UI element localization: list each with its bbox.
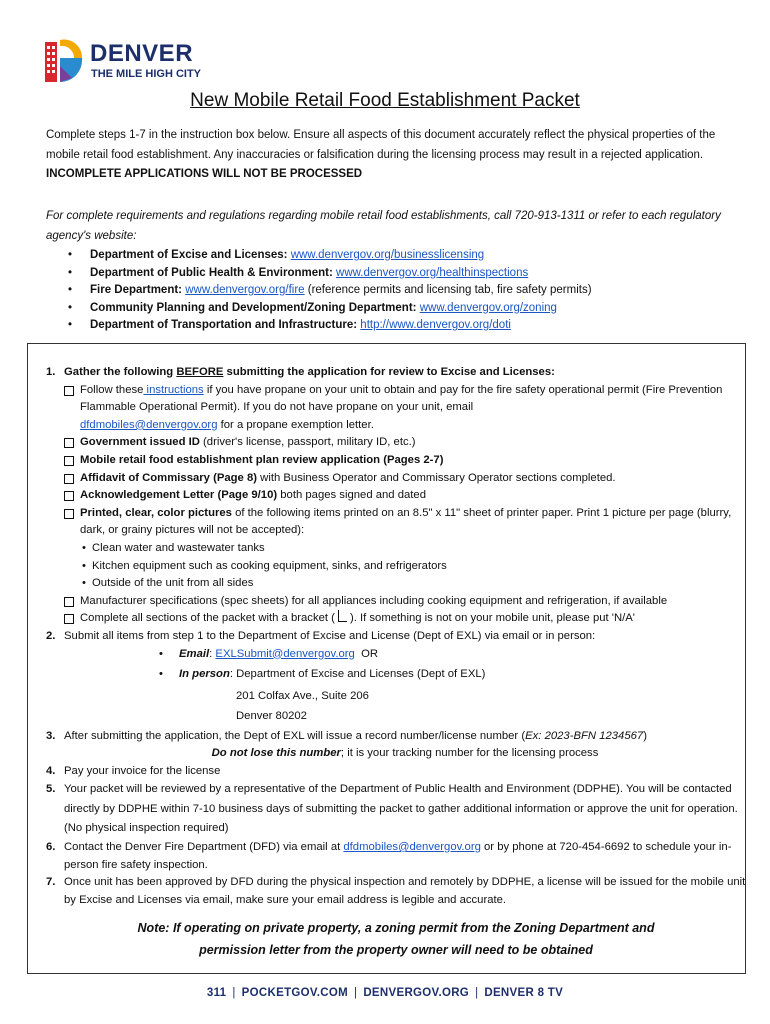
or-text: OR — [361, 647, 379, 660]
logo-tagline: THE MILE HIGH CITY — [91, 68, 201, 80]
intro-text: Complete steps 1-7 in the instruction box below. Ensure all aspects of this document accurately reflect the physical properties of the mobile retail food establishment. Any inaccuracies or falsification during the licensing process may result in a rejected application. — [46, 129, 716, 161]
warning-text: ; it is your tracking number for the licensing process — [340, 747, 599, 760]
step-7 — [46, 874, 746, 909]
checklist-text: both pages signed and dated — [277, 489, 426, 502]
checklist-text: Manufacturer specifications (spec sheets) for all appliances including cooking equipment and refrigeration, if available — [80, 594, 668, 607]
checklist-text: if you have propane on your unit to obtain and pay for the fire safety operational permit (Fire Prevention Flammable Operational Permit). If you do not have propane on your unit, email — [80, 383, 723, 414]
note-line-1: Note: If operating on private property, a zoning permit from the Zoning Department and — [137, 921, 655, 936]
person-text: : Department of Excise and Licenses (Dept of EXL) — [229, 668, 486, 681]
step-number: 7. — [46, 876, 56, 889]
bracket-icon — [338, 610, 347, 622]
agency-link-item: • Department of Transportation and Infrastructure: http://www.denvergov.org/doti — [68, 319, 511, 331]
denver-logo — [44, 38, 214, 84]
agency-label: Department of Excise and Licenses: — [90, 249, 288, 261]
checklist-item — [64, 593, 746, 611]
example-number: Ex: 2023-BFN 1234567 — [525, 729, 644, 742]
instruction-box — [27, 343, 746, 974]
checkbox-icon — [64, 491, 74, 501]
picture-item-text: Kitchen equipment such as cooking equipment, sinks, and refrigerators — [92, 559, 447, 572]
step-2 — [46, 628, 746, 726]
checklist-text: of the following items printed on an 8.5" x 11" sheet of printer paper. Print 1 picture per page (blurry, dark, or grainy pictures will not be accepted): — [80, 506, 732, 537]
step-number: 6. — [46, 840, 56, 853]
step-3-close: ) — [643, 729, 647, 742]
checklist-item — [64, 452, 746, 470]
checklist-item — [64, 487, 746, 505]
agency-link-item: • Department of Excise and Licenses: www.denvergov.org/businesslicensing — [68, 249, 485, 261]
exl-email-link[interactable]: EXLSubmit@denvergov.org — [215, 647, 355, 660]
agency-link-list — [68, 247, 592, 335]
submit-email-row: • Email: EXLSubmit@denvergov.org OR — [159, 647, 379, 660]
intro-paragraph — [46, 126, 736, 185]
checkbox-icon — [64, 597, 74, 607]
instructions-link[interactable]: instructions — [143, 383, 204, 396]
step-1-heading: Gather the following — [64, 366, 177, 378]
footer-311: 311 — [206, 987, 227, 999]
agency-extra: (reference permits and licensing tab, fire safety permits) — [304, 284, 592, 296]
checkbox-icon — [64, 509, 74, 519]
step-number: 5. — [46, 783, 56, 796]
picture-item-text: Outside of the unit from all sides — [92, 577, 254, 590]
step-2-text: Submit all items from step 1 to the Department of Excise and License (Dept of EXL) via email or in person: — [64, 629, 596, 642]
intro-bold-warning: INCOMPLETE APPLICATIONS WILL NOT BE PROCESSED — [46, 168, 363, 180]
checklist-text: ). If something is not on your mobile unit, please put 'N/A' — [349, 612, 635, 625]
step-3 — [46, 728, 746, 763]
step-1-emphasis: BEFORE — [176, 366, 224, 378]
agency-link-item: • Fire Department: www.denvergov.org/fire (reference permits and licensing tab, fire safety permits) — [68, 284, 592, 296]
step-4 — [46, 763, 746, 781]
note-line-2: permission letter from the property owner will need to be obtained — [199, 943, 593, 958]
footer-denver8tv: DENVER 8 TV — [484, 987, 564, 999]
step-5-text: Your packet will be reviewed by a representative of the Department of Public Health and Environment (DDPHE). You will be contacted directly by DDPHE within 7-10 business days of submitting the packet to gather additional information or approve the unit for operation. (No physical inspection required) — [64, 783, 738, 835]
checklist-item — [64, 470, 746, 488]
checkbox-icon — [64, 438, 74, 448]
dfd-email-link-2[interactable]: dfdmobiles@denvergov.org — [343, 840, 481, 853]
step-6-text: Contact the Denver Fire Department (DFD) via email at — [64, 840, 344, 853]
step-3-text: After submitting the application, the Dept of EXL will issue a record number/license number ( — [64, 729, 526, 742]
step-6 — [46, 839, 746, 874]
person-label: In person — [179, 668, 230, 681]
agency-link[interactable]: www.denvergov.org/fire — [185, 284, 305, 296]
checklist-bold: Government issued ID — [80, 436, 200, 449]
checkbox-icon — [64, 614, 74, 624]
agency-label: Department of Transportation and Infrastructure: — [90, 319, 358, 331]
checklist-text: with Business Operator and Commissary Operator sections completed. — [257, 471, 616, 484]
footer-pocketgov: POCKETGOV.COM — [241, 987, 349, 999]
picture-item-text: Clean water and wastewater tanks — [92, 541, 265, 554]
picture-item: • Clean water and wastewater tanks — [82, 541, 265, 554]
checklist-bold: Mobile retail food establishment plan review application (Pages 2-7) — [80, 453, 444, 466]
picture-item: • Kitchen equipment such as cooking equipment, sinks, and refrigerators — [82, 559, 447, 572]
checkbox-icon — [64, 474, 74, 484]
address-line: Denver 80202 — [236, 709, 307, 722]
dfd-email-link[interactable]: dfdmobiles@denvergov.org — [80, 418, 218, 431]
step-7-text: Once unit has been approved by DFD during the physical inspection and remotely by DDPHE, a license will be issued for the mobile unit by Excise and Licenses via email, make sure your email address is legible and accurate. — [64, 876, 746, 906]
logo-name: DENVER — [90, 40, 194, 67]
denver-logo-icon — [44, 38, 84, 84]
agency-label: Fire Department: — [90, 284, 183, 296]
agency-link-item: • Community Planning and Development/Zoning Department: www.denvergov.org/zoning — [68, 301, 557, 314]
agency-link[interactable]: http://www.denvergov.org/doti — [360, 319, 511, 331]
checklist-text: (driver's license, passport, military ID, etc.) — [199, 436, 416, 449]
tracking-warning — [64, 745, 746, 763]
step-number: 2. — [46, 629, 56, 642]
step-6-text-end: or by phone at 720-454-6692 to schedule your in-person fire safety inspection. — [64, 840, 732, 871]
agency-link[interactable]: www.denvergov.org/zoning — [419, 301, 557, 314]
zoning-note — [46, 917, 746, 961]
submit-person-row: • In person: Department of Excise and Licenses (Dept of EXL) — [159, 668, 486, 681]
agency-label: Department of Public Health & Environment: — [90, 266, 333, 279]
step-5 — [46, 780, 746, 839]
checklist-bold: Acknowledgement Letter (Page 9/10) — [80, 489, 278, 502]
checklist-text: Complete all sections of the packet with a bracket ( — [80, 612, 335, 625]
email-label: Email — [179, 647, 210, 660]
agency-link-item: • Department of Public Health & Environment: www.denvergov.org/healthinspections — [68, 266, 529, 279]
checklist-bold: Printed, clear, color pictures — [80, 506, 232, 519]
agency-link[interactable]: www.denvergov.org/healthinspections — [336, 266, 529, 279]
checklist-item — [64, 505, 746, 593]
checkbox-icon — [64, 456, 74, 466]
step-number: 3. — [46, 729, 56, 742]
step-1 — [46, 364, 746, 628]
step-1-heading-end: submitting the application for review to Excise and Licenses: — [223, 366, 555, 378]
checklist-item — [64, 382, 746, 435]
checklist-item — [64, 434, 746, 452]
agency-link[interactable]: www.denvergov.org/businesslicensing — [290, 249, 485, 261]
page-footer: 311 | POCKETGOV.COM | DENVERGOV.ORG | DENVER 8 TV — [206, 987, 564, 999]
warning-bold: Do not lose this number — [211, 747, 341, 760]
step-number: 1. — [46, 366, 56, 378]
step-number: 4. — [46, 764, 56, 777]
checklist-text: for a propane exemption letter. — [217, 418, 374, 431]
footer-denvergov: DENVERGOV.ORG — [363, 987, 470, 999]
checkbox-icon — [64, 386, 74, 396]
picture-item: • Outside of the unit from all sides — [82, 577, 254, 590]
requirements-note: For complete requirements and regulations regarding mobile retail food establishments, call 720-913-1311 or refer to each regulatory agency's website: — [46, 210, 721, 242]
address-line: 201 Colfax Ave., Suite 206 — [236, 689, 369, 702]
checklist-item — [64, 610, 746, 628]
page-title: New Mobile Retail Food Establishment Packet — [190, 90, 580, 111]
checklist-bold: Affidavit of Commissary (Page 8) — [80, 471, 258, 484]
step-4-text: Pay your invoice for the license — [64, 764, 221, 777]
checklist-text: Follow these — [80, 383, 144, 396]
agency-label: Community Planning and Development/Zoning Department: — [90, 301, 417, 314]
